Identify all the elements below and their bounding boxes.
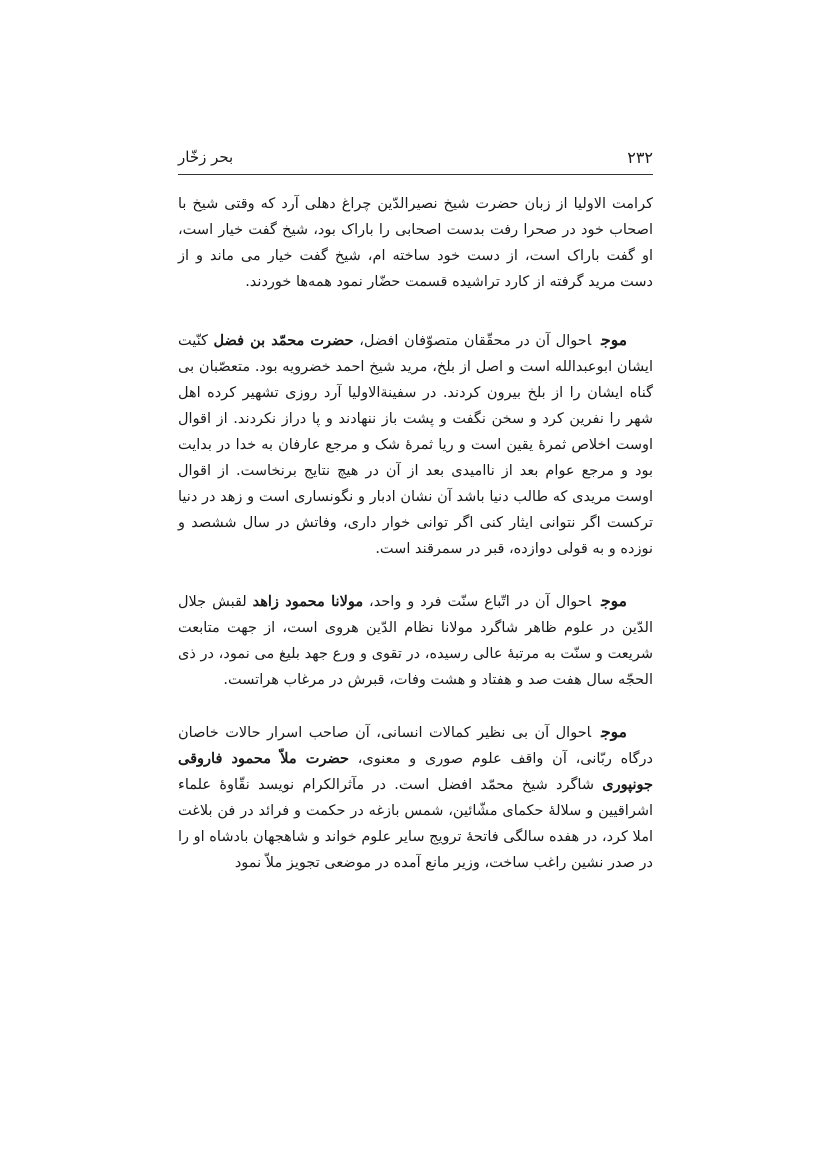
paragraph-mahmud-zahid [178,588,653,693]
paragraph-intro: احوال آن در محقّقان متصوّفان افضل، [359,333,592,349]
running-title: بحر زخّار [178,148,234,166]
header-rule [178,174,653,175]
paragraph-text: کرامت الاولیا از زبان حضرت شیخ نصیرالدّین چراغ دهلی آرد که وقتی شیخ با اصحاب خود در صحرا رفت بدست اصحابی را باراک بود، شیخ گفت خیار است، او گفت باراک است، از دست خود ساخته ام، شیخ گفت خیار می ماند و از دست مرید گرفته از کارد تراشیده قسمت حضّار نمود همه‌ها خوردند. [178,196,653,290]
paragraph-muhammad-bin-fazl [178,327,653,562]
mawj-marker: موج [601,591,627,610]
mawj-marker: موج [601,330,628,349]
paragraph-text: شاگرد شیخ محمّد افضل است. در مآثرالکرام نویسد نقّاوۀ علماء اشراقیین و سلالۀ حکمای مشّائین، شمس بازغه در حکمت و فرائد در فن بلاغت املا کرد، در هفده سالگی فاتحۀ ترویج سایر علوم خواند و شاهجهان بادشاه او را در صدر نشین راغب ساخت، وزیر مانع آمده در موضعی تجویز ملاّ نمود [178,777,653,871]
mawj-marker: موج [601,722,627,741]
paragraph-text: کنّیت ایشان ابوعبدالله است و اصل از بلخ، مرید شیخ احمد خضرویه بود. متعصّبان بی گناه ایشان را از بلخ بیرون کردند. در سفینةالاولیا آرد روزی تشهیر کرده اهل شهر را نفرین کرد و سخن نگفت و پشت باز ننهادند و پا دراز نکردند. از اقوال اوست اخلاص ثمرۀ یقین است و ریا ثمرۀ شک و مرجع عارفان به خدا در بدایت بود و مرجع عوام بعد از ناامیدی بعد از آن در هیچ نتایج برنخاست. از اقوال اوست مریدی که طالب دنیا باشد آن نشان ادبار و نگونساری است و زهد در دنیا ترکست اگر نتوانی ایثار کنی اگر توانی خوار داری، وفاتش در سال ششصد و نوزده و به قولی دوازده، قبر در سمرقند است. [178,333,653,557]
paragraph-intro: احوال آن در اتّباع سنّت فرد و واحد، [369,594,592,610]
person-name: حضرت ملاّ محمود فاروقی جونپوری [178,750,653,793]
body-text [178,191,653,902]
person-name: حضرت محمّد بن فضل [213,332,354,349]
paragraph-mahmud-faruqi [178,719,653,876]
paragraph-intro: احوال آن بی نظیر کمالات انسانی، آن صاحب اسرار حالات خاصان درگاه ربّانی، آن واقف علوم صوری و معنوی، [178,725,653,767]
page-header [178,146,653,174]
person-name: مولانا محمود زاهد [252,593,364,610]
paragraph-continued [178,191,653,295]
paragraph-text: لقبش جلال الدّین در علوم ظاهر شاگرد مولانا نظام الدّین هروی است، از جهت متابعت شریعت و سنّت به مرتبۀ عالی رسیده، در تقوی و ورع جهد بلیغ می نمود، در ذی الحجّه سال هفت صد و هفتاد و هشت وفات، قبرش در مرغاب هراتست. [178,594,653,688]
page-number: ۲۳۲ [627,148,653,167]
